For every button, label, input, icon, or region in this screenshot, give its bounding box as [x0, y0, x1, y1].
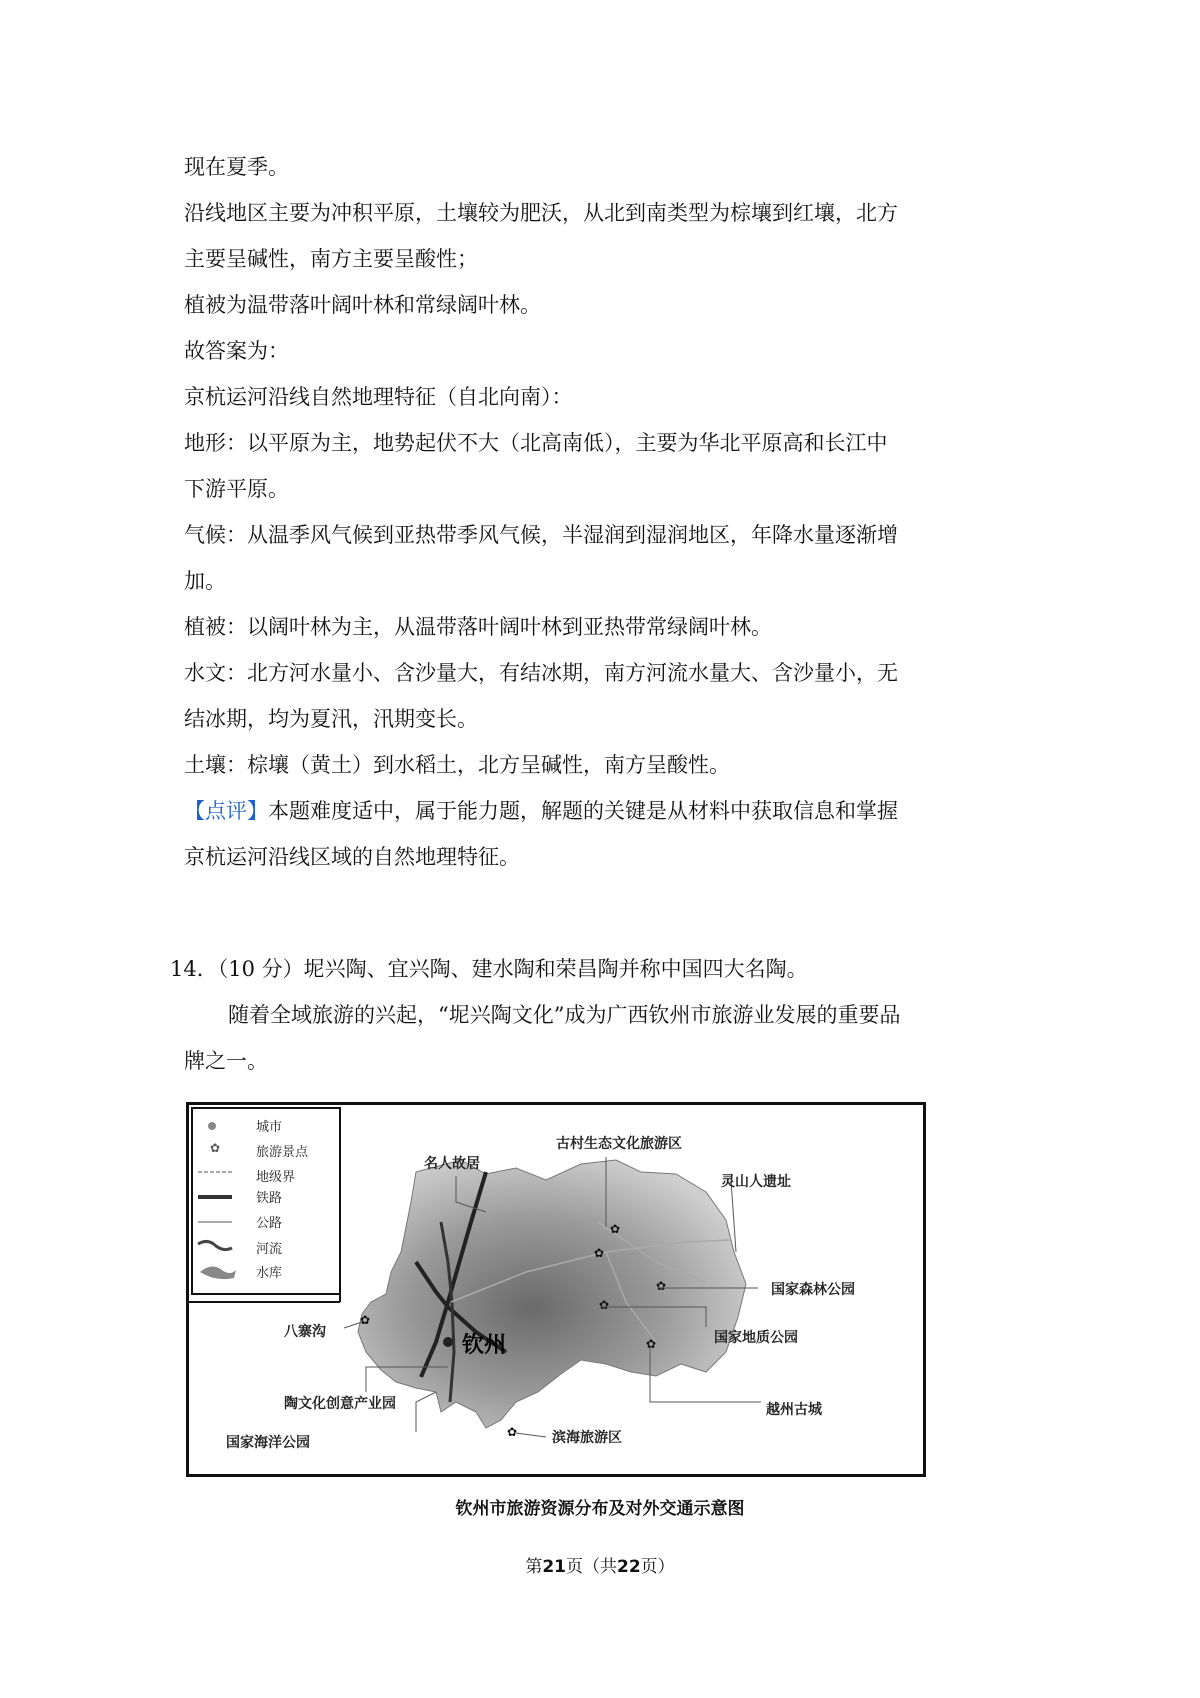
city-label-qinzhou: 钦州 [462, 1333, 507, 1358]
comment-line [184, 788, 1024, 834]
legend-river: 河流 [256, 1242, 283, 1257]
tourism-map [186, 1102, 926, 1477]
legend-boundary: 地级界 [256, 1170, 296, 1185]
comment-text: 本题难度适中，属于能力题，解题的关键是从材料中获取信息和掌握 [268, 799, 898, 823]
text-line: 京杭运河沿线自然地理特征（自北向南）： [184, 385, 573, 409]
comment-tag: 【点评】 [184, 799, 268, 823]
label-taowenhua: 陶文化创意产业园 [284, 1396, 396, 1412]
comment-line: 京杭运河沿线区域的自然地理特征。 [184, 845, 520, 869]
page-number: 21 [542, 1557, 566, 1577]
svg-text:✿: ✿ [646, 1337, 657, 1351]
svg-text:✿: ✿ [610, 1222, 621, 1236]
scenic-spot-icon: ✿ [210, 1141, 221, 1155]
city-icon [208, 1122, 216, 1130]
label-yuezhou: 越州古城 [766, 1402, 822, 1418]
svg-text:✿: ✿ [599, 1298, 610, 1312]
question-title: 14．（10 分）坭兴陶、宜兴陶、建水陶和荣昌陶并称中国四大名陶。 [170, 957, 808, 981]
question-text: 牌之一。 [184, 1049, 268, 1073]
svg-text:✿: ✿ [507, 1425, 518, 1439]
text-line: 下游平原。 [184, 477, 289, 501]
legend-reservoir: 水库 [256, 1266, 283, 1281]
label-haiyang: 国家海洋公园 [226, 1435, 310, 1451]
label-gucun: 古村生态文化旅游区 [556, 1136, 682, 1152]
label-mingren: 名人故居 [424, 1156, 480, 1172]
text-line: 结冰期，均为夏汛，汛期变长。 [184, 707, 478, 731]
page-total: 22 [617, 1557, 641, 1577]
legend-road: 公路 [256, 1216, 283, 1231]
text-line: 地形：以平原为主，地势起伏不大（北高南低），主要为华北平原高和长江中 [184, 431, 888, 455]
legend-city: 城市 [256, 1120, 283, 1135]
label-lingshan: 灵山人遗址 [721, 1174, 791, 1190]
label-binhai: 滨海旅游区 [552, 1430, 622, 1446]
label-senlin: 国家森林公园 [771, 1282, 855, 1298]
text-line: 故答案为： [184, 339, 289, 363]
city-dot [443, 1337, 453, 1347]
question-text: 随着全域旅游的兴起，“坭兴陶文化”成为广西钦州市旅游业发展的重要品 [228, 1003, 901, 1027]
text-line: 水文：北方河水量小、含沙量大，有结冰期，南方河流水量大、含沙量小，无 [184, 661, 898, 685]
text-line: 土壤：棕壤（黄土）到水稻土，北方呈碱性，南方呈酸性。 [184, 753, 730, 777]
text-line: 现在夏季。 [184, 155, 289, 179]
legend-scenic: 旅游景点 [256, 1145, 309, 1160]
text-line: 沿线地区主要为冲积平原，土壤较为肥沃，从北到南类型为棕壤到红壤，北方 [184, 201, 898, 225]
label-bazhai: 八寨沟 [284, 1324, 326, 1340]
svg-text:✿: ✿ [656, 1279, 667, 1293]
map-caption: 钦州市旅游资源分布及对外交通示意图 [455, 1499, 745, 1519]
text-line: 植被为温带落叶阔叶林和常绿阔叶林。 [184, 293, 541, 317]
label-dizhi: 国家地质公园 [714, 1330, 798, 1346]
legend-railway: 铁路 [256, 1191, 283, 1206]
text-line: 主要呈碱性，南方主要呈酸性； [184, 247, 478, 271]
text-line: 植被：以阔叶林为主，从温带落叶阔叶林到亚热带常绿阔叶林。 [184, 615, 772, 639]
text-line: 气候：从温季风气候到亚热带季风气候，半湿润到湿润地区，年降水量逐渐增 [184, 523, 898, 547]
page-footer: 第21页（共22页） [525, 1557, 675, 1577]
svg-text:✿: ✿ [594, 1246, 605, 1260]
text-line: 加。 [184, 569, 226, 593]
svg-text:✿: ✿ [360, 1313, 371, 1327]
